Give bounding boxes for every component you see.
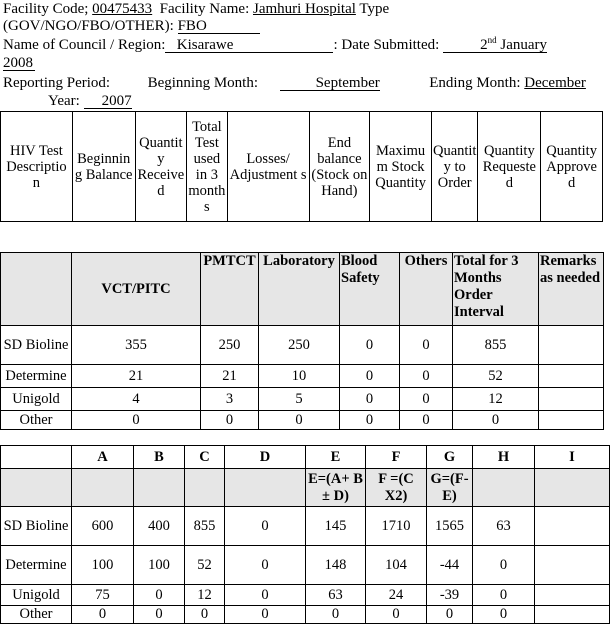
table-row — [1, 507, 610, 546]
calc-e-value: 145 — [306, 507, 366, 546]
usage-blood-value: 0 — [340, 388, 400, 411]
year-line — [48, 93, 132, 109]
calc-i-value — [535, 585, 610, 606]
usage-total-value: 0 — [453, 411, 539, 430]
calc-a-value: 100 — [72, 546, 134, 585]
usage-vct-value: 355 — [72, 326, 201, 365]
hdr-end-balance: End balance (Stock on Hand) — [309, 112, 370, 222]
calc-b-value: 0 — [134, 606, 185, 624]
usage-table — [0, 252, 604, 430]
hdr-total-test-used: Total Test used in 3 month s — [187, 112, 227, 222]
date-year-line — [3, 55, 35, 71]
calc-b-value: 0 — [134, 585, 185, 606]
formula-g: G=(F- E) — [427, 469, 473, 507]
usage-hdr-pmtct: PMTCT — [201, 253, 259, 326]
usage-pmtct-value: 21 — [201, 365, 259, 388]
calc-f-value: 1710 — [366, 507, 427, 546]
calc-g-value: -39 — [427, 585, 473, 606]
col-letter-c: C — [185, 446, 225, 469]
calc-row-name: Determine — [1, 546, 72, 585]
hdr-hiv-test-description: HIV Test Descriptio n — [1, 112, 73, 222]
col-letter-h: H — [473, 446, 535, 469]
calc-e-value: 148 — [306, 546, 366, 585]
calc-d-value: 0 — [225, 507, 306, 546]
calc-formula-blank — [1, 469, 72, 507]
usage-blood-value: 0 — [340, 365, 400, 388]
calc-c-value: 12 — [185, 585, 225, 606]
facility-name: Jamhuri Hospital — [252, 1, 356, 17]
hdr-quantity-requested: Quantity Requeste d — [478, 112, 541, 222]
calculation-table — [0, 445, 610, 624]
usage-hdr-laboratory: Laboratory — [259, 253, 340, 326]
usage-remarks-value — [539, 365, 604, 388]
col-letter-b: B — [134, 446, 185, 469]
calc-e-value: 63 — [306, 585, 366, 606]
table-row — [1, 388, 604, 411]
usage-pmtct-value: 0 — [201, 411, 259, 430]
col-letter-i: I — [535, 446, 610, 469]
usage-lab-value: 0 — [259, 411, 340, 430]
usage-row-name: Determine — [1, 365, 72, 388]
calc-a-value: 600 — [72, 507, 134, 546]
calc-i-value — [535, 507, 610, 546]
calc-g-value: 1565 — [427, 507, 473, 546]
hdr-beginning-balance: Beginnin g Balance — [72, 112, 135, 222]
formula-e: E=(A+ B ± D) — [306, 469, 366, 507]
usage-row-name: Other — [1, 411, 72, 430]
col-letter-d: D — [225, 446, 306, 469]
usage-blood-value: 0 — [340, 326, 400, 365]
date-month: January — [500, 37, 548, 53]
usage-vct-value: 4 — [72, 388, 201, 411]
calc-hdr-blank — [1, 446, 72, 469]
calc-h-value: 63 — [473, 507, 535, 546]
type-line — [3, 18, 260, 34]
table-row — [1, 585, 610, 606]
calc-b-value: 400 — [134, 507, 185, 546]
usage-others-value: 0 — [400, 365, 453, 388]
usage-hdr-vct: VCT/PITC — [72, 253, 201, 326]
calc-h-value: 0 — [473, 546, 535, 585]
usage-lab-value: 5 — [259, 388, 340, 411]
calc-formula-blank — [225, 469, 306, 507]
end-month: December — [524, 75, 586, 91]
calc-g-value: 0 — [427, 606, 473, 624]
usage-hdr-blank — [1, 253, 72, 326]
col-letter-g: G — [427, 446, 473, 469]
council-line — [3, 37, 547, 53]
table-row — [1, 411, 604, 430]
usage-lab-value: 250 — [259, 326, 340, 365]
facility-line — [3, 1, 389, 17]
calc-formula-blank — [473, 469, 535, 507]
table-row — [1, 365, 604, 388]
calc-e-value: 0 — [306, 606, 366, 624]
usage-remarks-value — [539, 411, 604, 430]
usage-hdr-remarks: Remarks as needed — [539, 253, 604, 326]
calc-h-value: 0 — [473, 606, 535, 624]
calc-i-value — [535, 546, 610, 585]
date-year: 2008 — [3, 55, 33, 71]
period-label: Reporting Period: — [3, 75, 111, 91]
calc-f-value: 104 — [366, 546, 427, 585]
usage-hdr-others: Others — [400, 253, 453, 326]
calc-formula-blank — [535, 469, 610, 507]
date-label: : Date Submitted: — [333, 37, 440, 53]
calc-a-value: 0 — [72, 606, 134, 624]
usage-blood-value: 0 — [340, 411, 400, 430]
calc-g-value: -44 — [427, 546, 473, 585]
facility-code: 00475433 — [92, 1, 153, 17]
usage-row-name: Unigold — [1, 388, 72, 411]
calc-c-value: 855 — [185, 507, 225, 546]
type-label: Type — [359, 1, 390, 17]
type-value: FBO — [177, 18, 207, 34]
hdr-quantity-received: Quantit y Receive d — [135, 112, 187, 222]
usage-total-value: 12 — [453, 388, 539, 411]
usage-remarks-value — [539, 388, 604, 411]
usage-pmtct-value: 3 — [201, 388, 259, 411]
stock-header-table — [0, 111, 603, 222]
end-month-label: Ending Month: — [429, 75, 521, 91]
usage-lab-value: 10 — [259, 365, 340, 388]
council-label: Name of Council / Region: — [3, 37, 166, 53]
table-row — [1, 606, 610, 624]
usage-remarks-value — [539, 326, 604, 365]
date-suffix: nd — [487, 35, 497, 45]
usage-vct-value: 0 — [72, 411, 201, 430]
facility-code-label: Facility Code; — [3, 1, 89, 17]
calc-i-value — [535, 606, 610, 624]
facility-name-label: Facility Name: — [159, 1, 250, 17]
col-letter-a: A — [72, 446, 134, 469]
usage-hdr-blood-safety: Blood Safety — [340, 253, 400, 326]
year-label: Year: — [48, 93, 80, 109]
usage-total-value: 52 — [453, 365, 539, 388]
calc-h-value: 0 — [473, 585, 535, 606]
calc-formula-blank — [72, 469, 134, 507]
calc-c-value: 0 — [185, 606, 225, 624]
calc-c-value: 52 — [185, 546, 225, 585]
col-letter-f: F — [366, 446, 427, 469]
usage-pmtct-value: 250 — [201, 326, 259, 365]
council-value: Kisarawe — [176, 37, 234, 53]
calc-b-value: 100 — [134, 546, 185, 585]
calc-d-value: 0 — [225, 606, 306, 624]
usage-vct-value: 21 — [72, 365, 201, 388]
table-row — [1, 326, 604, 365]
col-letter-e: E — [306, 446, 366, 469]
calc-row-name: Unigold — [1, 585, 72, 606]
usage-others-value: 0 — [400, 326, 453, 365]
period-line — [3, 75, 586, 91]
calc-d-value: 0 — [225, 546, 306, 585]
hdr-losses-adjustments: Losses/ Adjustment s — [227, 112, 309, 222]
calc-f-value: 24 — [366, 585, 427, 606]
begin-month-label: Beginning Month: — [147, 75, 258, 91]
usage-others-value: 0 — [400, 411, 453, 430]
type-options: (GOV/NGO/FBO/OTHER): — [3, 18, 174, 34]
formula-f: F =(C X2) — [366, 469, 427, 507]
usage-total-value: 855 — [453, 326, 539, 365]
usage-others-value: 0 — [400, 388, 453, 411]
calc-formula-blank — [185, 469, 225, 507]
year-value: 2007 — [101, 93, 132, 109]
calc-formula-blank — [134, 469, 185, 507]
hdr-quantity-to-order: Quantit y to Order — [431, 112, 478, 222]
usage-hdr-total: Total for 3 Months Order Interval — [453, 253, 539, 326]
hdr-quantity-approved: Quantity Approve d — [541, 112, 603, 222]
calc-row-name: Other — [1, 606, 72, 624]
calc-d-value: 0 — [225, 585, 306, 606]
usage-row-name: SD Bioline — [1, 326, 72, 365]
calc-row-name: SD Bioline — [1, 507, 72, 546]
table-row — [1, 546, 610, 585]
calc-f-value: 0 — [366, 606, 427, 624]
hdr-maximum-stock: Maximu m Stock Quantity — [370, 112, 432, 222]
date-day: 2 — [480, 37, 488, 53]
calc-a-value: 75 — [72, 585, 134, 606]
begin-month: September — [315, 75, 380, 91]
